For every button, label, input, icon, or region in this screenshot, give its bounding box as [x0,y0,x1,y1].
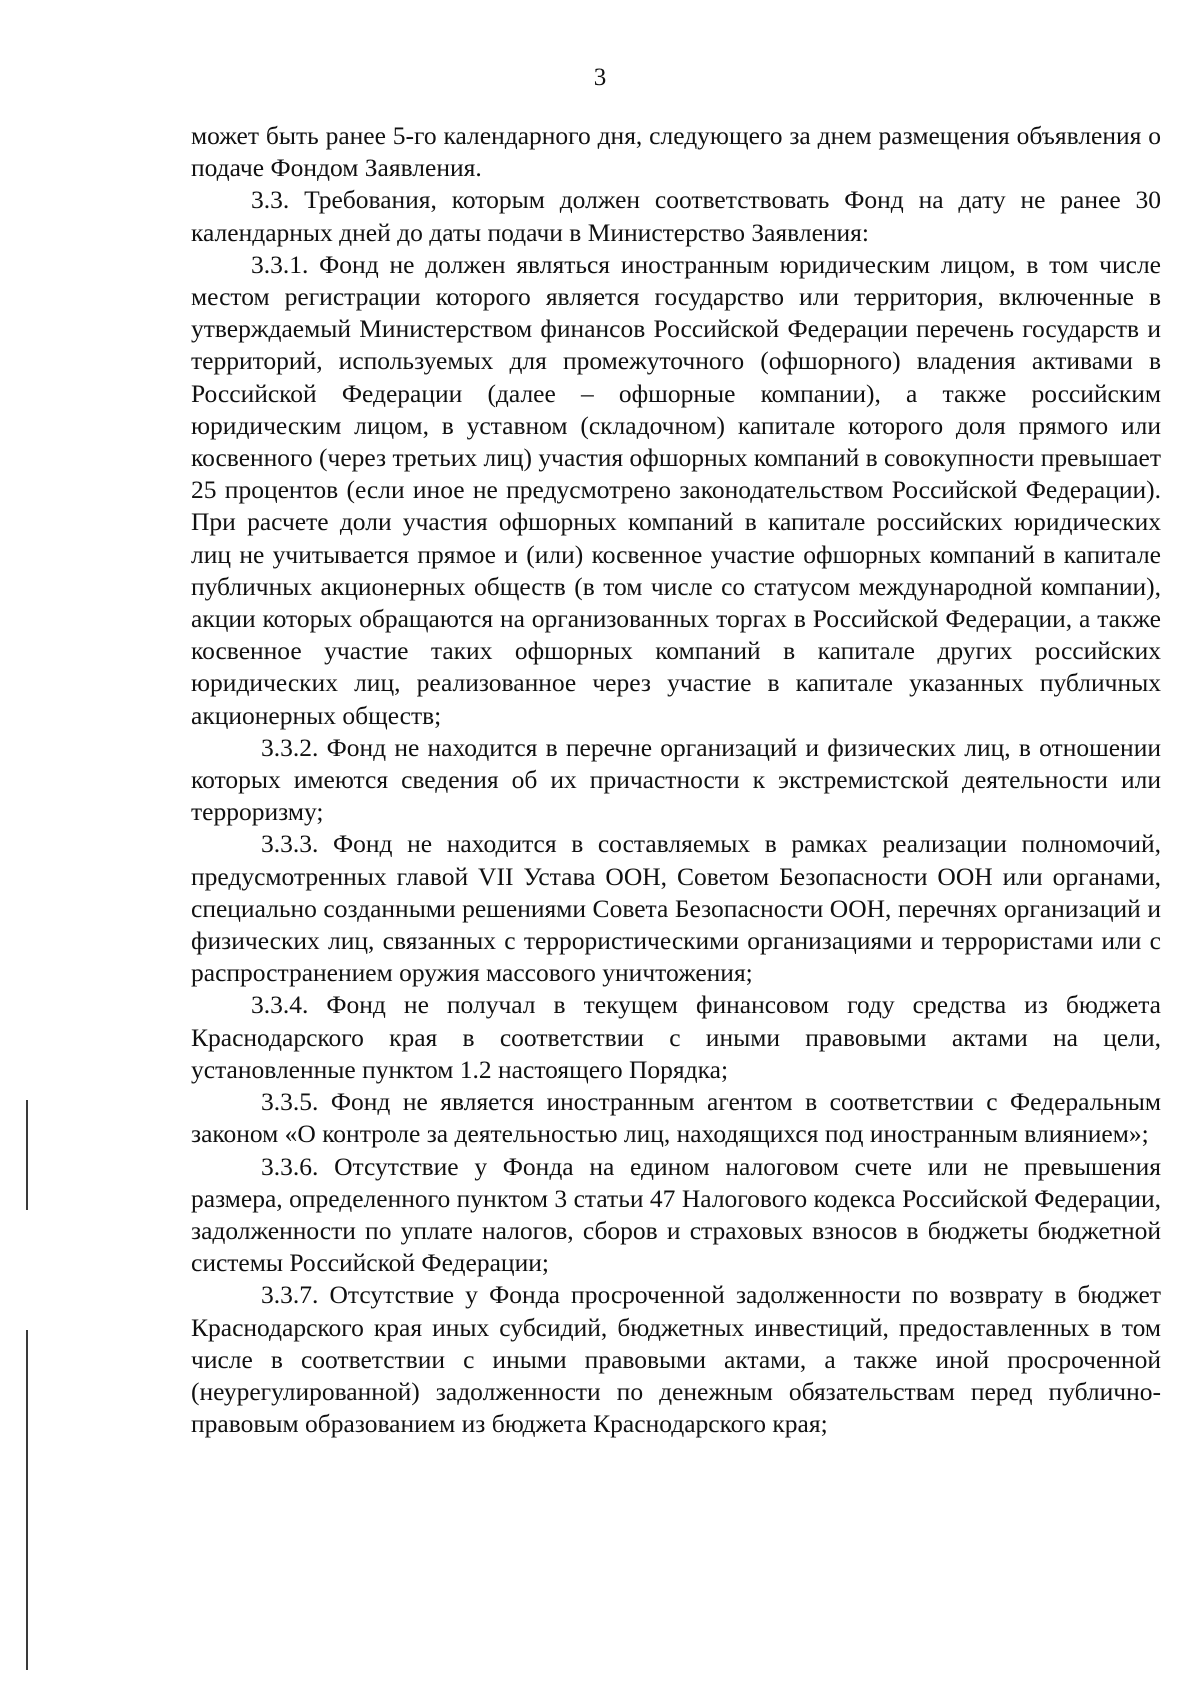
paragraph-continuation: может быть ранее 5-го календарного дня, следующего за днем размещения объявления о подаче Фондом Заявления. [191,121,1161,183]
paragraph-3-3-1: 3.3.1. Фонд не должен являться иностранным юридическим лицом, в том числе местом регистрации которого является государство или территория, включенные в утверждаемый Министерством финансов Российской Федерации перечень государств и территорий, используемых для промежуточного (офшорного) владения активами в Российской Федерации (далее – офшорные компании), а также российским юридическим лицом, в уставном (складочном) капитале которого доля прямого или косвенного (через третьих лиц) участия офшорных компаний в совокупности превышает 25 процентов (если иное не предусмотрено законодательством Российской Федерации). При расчете доли участия офшорных компаний в капитале российских юридических лиц не учитывается прямое и (или) косвенное участие офшорных компаний в капитале публичных акционерных обществ (в том числе со статусом международной компании), акции которых обращаются на организованных торгах в Российской Федерации, а также косвенное участие таких офшорных компаний в капитале других российских юридических лиц, реализованное через участие в капитале указанных публичных акционерных обществ; [191,249,1161,730]
paragraph-3-3-2: 3.3.2. Фонд не находится в перечне организаций и физических лиц, в отношении которых имеются сведения об их причастности к экстремистской деятельности или терроризму; [191,732,1161,827]
paragraph-3-3-5: 3.3.5. Фонд не является иностранным агентом в соответствии с Федеральным законом «О контроле за деятельностью лиц, находящихся под иностранным влиянием»; [191,1087,1161,1149]
document-body [191,120,1161,1440]
scan-margin-line [26,1100,28,1210]
paragraph-3-3-6: 3.3.6. Отсутствие у Фонда на едином налоговом счете или не превышения размера, определенного пунктом 3 статьи 47 Налогового кодекса Российской Федерации, задолженности по уплате налогов, сборов и страховых взносов в бюджеты бюджетной системы Российской Федерации; [191,1151,1161,1278]
page-number: 3 [593,64,607,91]
scan-margin-line [26,1330,28,1670]
paragraph-3-3: 3.3. Требования, которым должен соответствовать Фонд на дату не ранее 30 календарных дней до даты подачи в Министерство Заявления: [191,185,1161,247]
paragraph-3-3-4: 3.3.4. Фонд не получал в текущем финансовом году средства из бюджета Краснодарского края в соответствии с иными правовыми актами на цели, установленные пунктом 1.2 настоящего Порядка; [191,990,1161,1084]
paragraph-3-3-7: 3.3.7. Отсутствие у Фонда просроченной задолженности по возврату в бюджет Краснодарского края иных субсидий, бюджетных инвестиций, предоставленных в том числе в соответствии с иными правовыми актами, а также иной просроченной (неурегулированной) задолженности по денежным обязательствам перед публично-правовым образованием из бюджета Краснодарского края; [191,1280,1161,1439]
paragraph-3-3-3: 3.3.3. Фонд не находится в составляемых в рамках реализации полномочий, предусмотренных главой VII Устава ООН, Советом Безопасности ООН или органами, специально созданными решениями Совета Безопасности ООН, перечнях организаций и физических лиц, связанных с террористическими организациями и террористами или с распространением оружия массового уничтожения; [191,829,1161,988]
